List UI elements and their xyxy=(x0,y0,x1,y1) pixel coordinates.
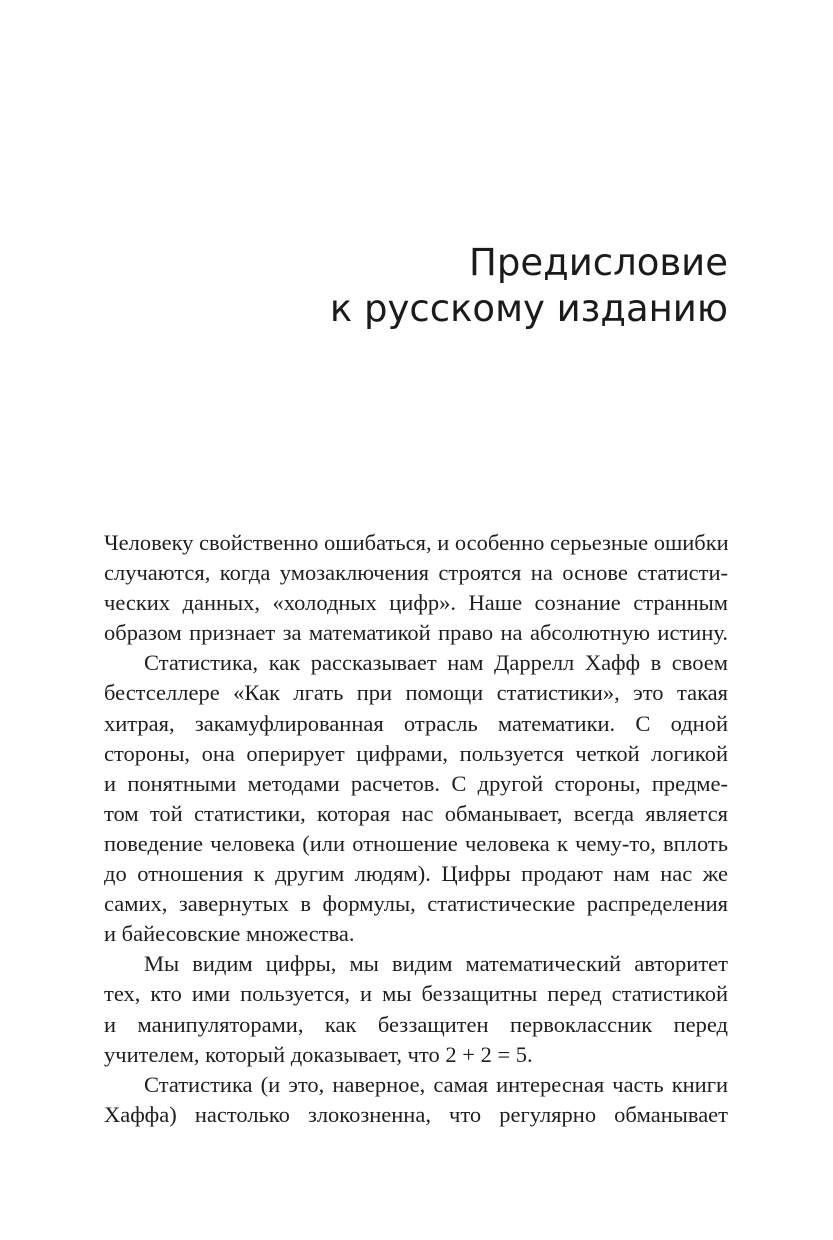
text-line: Человеку свойственно ошибаться, и особенно серьезные ошибки xyxy=(104,530,729,555)
text-line: бестселлере «Как лгать при помощи статистики», это такая xyxy=(104,680,728,706)
paragraph-3 xyxy=(104,949,728,1069)
text-line: учителем, который доказывает, что 2 + 2 = 5. xyxy=(104,1041,533,1067)
text-line: ческих данных, «холодных цифр». Наше сознание странным xyxy=(104,590,728,616)
text-line: образом признает за математикой право на абсолютную истину. xyxy=(104,620,728,646)
text-line: стороны, она оперирует цифрами, пользуется четкой логикой xyxy=(104,740,728,766)
paragraph-4 xyxy=(104,1070,728,1130)
paragraph-2 xyxy=(104,648,728,949)
text-line: Мы видим цифры, мы видим математический авторитет xyxy=(144,951,728,977)
text-line: поведение человека (или отношение человека к чему-то, вплоть xyxy=(104,830,728,856)
text-line: Статистика (и это, наверное, самая интересная часть книги xyxy=(144,1071,728,1097)
text-line: случаются, когда умозаключения строятся на основе статисти- xyxy=(104,560,728,586)
chapter-title-line-1: Предисловие xyxy=(469,241,728,284)
chapter-title-line-2: к русскому изданию xyxy=(329,287,728,330)
text-line: и байесовские множества. xyxy=(104,921,355,947)
text-line: самих, завернутых в формулы, статистические распределения xyxy=(104,891,728,917)
chapter-title xyxy=(104,240,728,332)
text-line: хитрая, закамуфлированная отрасль математики. С одной xyxy=(104,710,728,736)
body-text xyxy=(104,528,728,1130)
text-line: Хаффа) настолько злокозненна, что регулярно обманывает xyxy=(104,1101,728,1127)
text-line: тех, кто ими пользуется, и мы беззащитны перед статистикой xyxy=(104,981,728,1007)
text-line: и понятными методами расчетов. С другой стороны, предме- xyxy=(104,770,728,796)
text-line: и манипуляторами, как беззащитен первоклассник перед xyxy=(104,1011,728,1037)
text-line: том той статистики, которая нас обманывает, всегда является xyxy=(104,800,728,826)
text-line: Статистика, как рассказывает нам Даррелл Хафф в своем xyxy=(144,650,728,676)
text-line: до отношения к другим людям). Цифры продают нам нас же xyxy=(104,861,728,887)
paragraph-1 xyxy=(104,528,728,648)
